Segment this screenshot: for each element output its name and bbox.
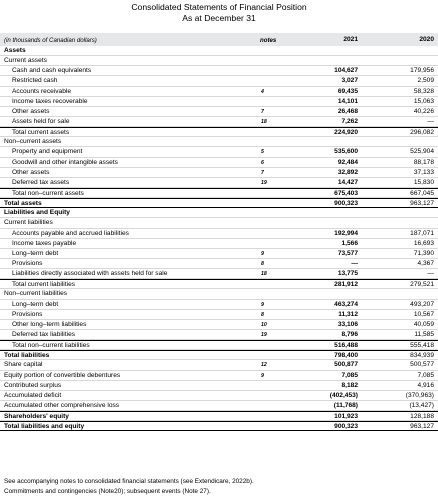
row-note: 18 — [261, 271, 267, 278]
footnote-1: See accompanying notes to consolidated financial statements (see Extendicare, 2022b). — [4, 478, 254, 485]
row-label: Total liabilities and equity — [4, 423, 85, 431]
value-2020: 179,956 — [410, 67, 434, 75]
table-row — [0, 97, 438, 107]
table-row — [0, 56, 438, 66]
row-note: 9 — [261, 372, 264, 379]
table-row — [0, 208, 438, 218]
table-row — [0, 340, 438, 350]
row-note: 12 — [261, 362, 267, 369]
row-label: Shareholders' equity — [4, 413, 69, 421]
table-row — [0, 46, 438, 56]
value-2021: (11,768) — [333, 401, 358, 409]
row-note: 18 — [261, 118, 267, 125]
value-2021: 101,923 — [334, 413, 358, 421]
value-2021: 500,877 — [334, 361, 358, 369]
row-label: Non–current liabilities — [4, 290, 68, 298]
row-label: Goodwill and other intangible assets — [12, 158, 118, 166]
table-row — [0, 66, 438, 76]
table-row — [0, 300, 438, 310]
row-label: Accounts payable and accrued liabilities — [12, 229, 129, 237]
value-2020: 963,127 — [410, 423, 434, 431]
value-2021: (402,453) — [329, 391, 358, 399]
value-2020: 15,063 — [413, 97, 434, 105]
row-label: Total current assets — [12, 129, 70, 137]
value-2021: 192,994 — [334, 229, 358, 237]
value-2021: 1,566 — [341, 239, 358, 247]
value-2021: 8,796 — [341, 330, 358, 338]
value-2020: 11,585 — [414, 330, 434, 338]
value-2020: 493,207 — [410, 300, 434, 308]
row-label: Accumulated deficit — [4, 391, 62, 399]
row-note: 8 — [261, 311, 264, 318]
value-2021: 104,627 — [334, 67, 358, 75]
row-label: Property and equipment — [12, 148, 83, 156]
value-2020: — — [427, 270, 434, 278]
table-row — [0, 360, 438, 370]
row-label: Liabilities and Equity — [4, 209, 70, 217]
table-row — [0, 249, 438, 259]
value-2021: 900,323 — [334, 423, 358, 431]
row-note: 9 — [261, 301, 264, 308]
row-label: Non–current assets — [4, 138, 62, 146]
value-2020: 40,059 — [413, 320, 434, 328]
value-2021: 900,323 — [334, 200, 358, 208]
value-2020: — — [427, 117, 434, 125]
value-2021: 26,468 — [337, 107, 358, 115]
table-row — [0, 188, 438, 198]
row-note: 4 — [261, 88, 264, 95]
value-2021: 13,775 — [337, 270, 358, 278]
value-2020: 296,082 — [410, 129, 434, 137]
row-label: Long–term debt — [12, 300, 59, 308]
year-2021-header: 2021 — [343, 36, 358, 43]
table-row — [0, 401, 438, 411]
table-row — [0, 218, 438, 228]
table-row — [0, 279, 438, 289]
value-2021: 11,312 — [338, 310, 358, 318]
value-2021: 535,600 — [334, 148, 358, 156]
value-2020: 279,521 — [410, 281, 434, 289]
table-row — [0, 269, 438, 279]
row-label: Assets held for sale — [12, 117, 70, 125]
row-label: Deferred tax liabilities — [12, 330, 76, 338]
row-label: Assets — [4, 47, 26, 54]
row-note: 19 — [261, 179, 267, 186]
value-2021: 224,920 — [334, 129, 358, 137]
value-2021: 281,912 — [334, 281, 358, 289]
row-label: Liabilities directly associated with assets held for sale — [12, 270, 168, 278]
row-label: Accounts receivable — [12, 87, 72, 95]
table-row — [0, 127, 438, 137]
row-note: 7 — [261, 169, 264, 176]
value-2020: 15,830 — [413, 178, 434, 186]
value-2020: 555,418 — [410, 342, 434, 350]
value-2021: 675,403 — [334, 189, 358, 197]
table-row — [0, 168, 438, 178]
row-label: Total current liabilities — [12, 281, 76, 289]
value-2020: 88,178 — [413, 158, 434, 166]
value-2021: 463,274 — [334, 300, 358, 308]
statement-table — [0, 46, 438, 431]
value-2021: 7,085 — [341, 371, 358, 379]
row-label: Deferred tax assets — [12, 178, 70, 186]
row-label: Equity portion of convertible debentures — [4, 371, 121, 379]
footnotes — [4, 477, 254, 496]
row-label: Total non–current liabilities — [12, 342, 90, 350]
table-row — [0, 137, 438, 147]
row-label: Provisions — [12, 310, 43, 318]
column-header — [0, 33, 438, 46]
value-2020: 71,390 — [413, 249, 434, 257]
table-row — [0, 289, 438, 299]
units-caption: (in thousands of Canadian dollars) — [4, 36, 97, 44]
notes-header: notes — [260, 36, 277, 44]
row-label: Total assets — [4, 200, 42, 208]
row-label: Restricted cash — [12, 77, 58, 85]
table-row — [0, 76, 438, 86]
table-row — [0, 350, 438, 360]
row-note: 10 — [261, 321, 267, 328]
value-2021: 8,182 — [341, 381, 358, 389]
value-2020: 500,577 — [410, 361, 434, 369]
value-2020: 187,071 — [410, 229, 434, 237]
table-row — [0, 330, 438, 340]
table-row — [0, 117, 438, 127]
value-2020: 16,693 — [413, 239, 434, 247]
row-label: Other assets — [12, 107, 50, 115]
footnote-2: Commitments and contingencies (Note20); subsequent events (Note 27). — [4, 487, 211, 495]
value-2020: (370,963) — [405, 391, 434, 399]
value-2021: 14,101 — [337, 97, 358, 105]
table-row — [0, 87, 438, 97]
value-2020: 128,188 — [410, 413, 434, 421]
value-2021: 14,427 — [337, 178, 358, 186]
row-label: Contributed surplus — [4, 381, 62, 389]
row-note: 5 — [261, 149, 264, 156]
table-row — [0, 411, 438, 421]
row-note: 9 — [261, 250, 264, 257]
value-2020: 667,045 — [410, 189, 434, 197]
value-2021: 92,484 — [337, 158, 358, 166]
row-label: Long–term debt — [12, 249, 59, 257]
row-label: Income taxes payable — [12, 239, 77, 247]
table-row — [0, 198, 438, 208]
value-2021: 69,435 — [337, 87, 358, 95]
row-label: Other long–term liabilities — [12, 320, 87, 328]
title-line-2: As at December 31 — [182, 12, 256, 23]
table-row — [0, 107, 438, 117]
value-2020: 4,916 — [417, 381, 434, 389]
value-2020: 2,509 — [417, 77, 434, 85]
table-row — [0, 178, 438, 188]
value-2020: 525,904 — [410, 148, 434, 156]
value-2021: 32,892 — [337, 168, 358, 176]
row-label: Total liabilities — [4, 352, 50, 360]
value-2021: 73,577 — [337, 249, 358, 257]
value-2021: 33,106 — [337, 320, 358, 328]
value-2020: 7,085 — [417, 371, 434, 379]
table-row — [0, 158, 438, 168]
title-line-1: Consolidated Statements of Financial Position — [131, 2, 307, 12]
row-note: 19 — [261, 331, 267, 338]
row-label: Share capital — [4, 361, 43, 369]
row-label: Total non–current assets — [12, 189, 84, 197]
statement-title — [0, 0, 438, 23]
value-2020: 834,939 — [410, 352, 434, 360]
value-2021: 798,400 — [334, 352, 358, 360]
value-2020: 40,226 — [413, 107, 434, 115]
table-row — [0, 371, 438, 381]
row-label: Income taxes recoverable — [12, 97, 88, 105]
table-row — [0, 320, 438, 330]
table-row — [0, 421, 438, 431]
row-label: Current assets — [4, 57, 47, 65]
row-note: 6 — [261, 159, 264, 166]
table-row — [0, 310, 438, 320]
value-2020: 4,367 — [417, 259, 434, 267]
value-2020: 58,328 — [413, 87, 434, 95]
value-2020: 37,133 — [413, 168, 434, 176]
value-2021: 516,488 — [334, 342, 358, 350]
row-label: Cash and cash equivalents — [12, 67, 92, 75]
row-label: Current liabilities — [4, 219, 53, 227]
row-note: 8 — [261, 260, 264, 267]
value-2020: (13,427) — [409, 401, 434, 409]
table-row — [0, 239, 438, 249]
row-label: Other assets — [12, 168, 50, 176]
row-label: Accumulated other comprehensive loss — [4, 401, 120, 409]
value-2021: 7,262 — [341, 117, 358, 125]
value-2021: — — [351, 259, 358, 267]
value-2020: 10,567 — [413, 310, 434, 318]
table-row — [0, 147, 438, 157]
year-2020-header: 2020 — [419, 36, 434, 43]
row-note: 7 — [261, 108, 264, 115]
table-row — [0, 391, 438, 401]
value-2021: 3,027 — [341, 77, 358, 85]
row-label: Provisions — [12, 259, 43, 267]
table-row — [0, 381, 438, 391]
table-row — [0, 259, 438, 269]
table-row — [0, 229, 438, 239]
value-2020: 963,127 — [410, 200, 434, 208]
